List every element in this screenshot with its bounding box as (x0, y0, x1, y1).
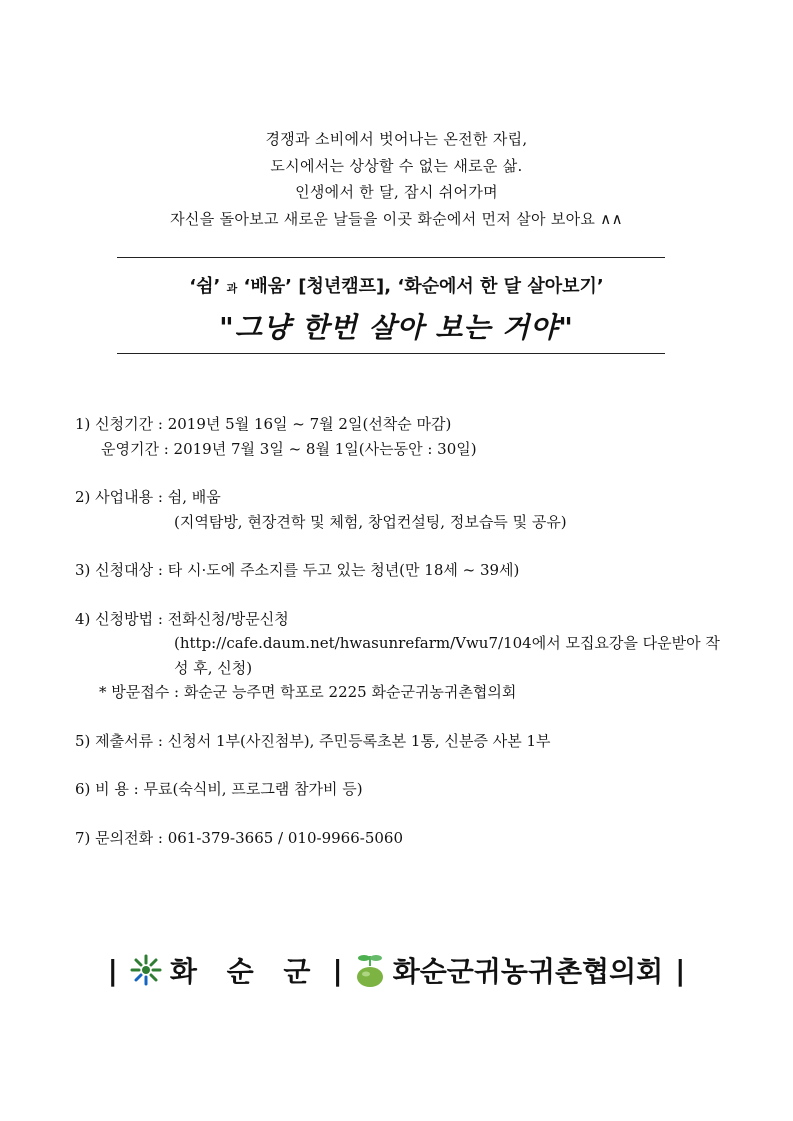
page-title (0, 272, 793, 298)
list-item: 2) 사업내용 : 쉼, 배움 (75, 488, 221, 506)
list-item: * 방문접수 : 화순군 능주면 학포로 2225 화순군귀농귀촌협의회 (99, 683, 517, 701)
intro-line: 자신을 돌아보고 새로운 날들을 이곳 화순에서 먼저 살아 보아요 ∧∧ (170, 209, 623, 228)
footer-logos (0, 950, 793, 990)
hwasun-county-logo-icon (130, 954, 162, 986)
separator: | (332, 953, 343, 987)
intro-line: 인생에서 한 달, 잠시 쉬어가며 (295, 183, 498, 201)
list-item: 5) 제출서류 : 신청서 1부(사진첨부), 주민등록초본 1통, 신분증 사본 1부 (75, 731, 551, 750)
separator: | (107, 953, 118, 987)
intro-line: 경쟁과 소비에서 벗어나는 온전한 자립, (265, 130, 528, 148)
bottom-divider (117, 353, 665, 354)
title-part1: ‘쉼’ (189, 276, 221, 297)
title-conj: 과 (226, 282, 238, 295)
list-item: 운영기간 : 2019년 7월 3일 ~ 8월 1일(사는동안 : 30일) (101, 439, 477, 458)
org-name-county: 화 순 군 (169, 955, 321, 988)
intro-line: 도시에서는 상상할 수 없는 새로운 삶. (270, 156, 523, 175)
top-divider (117, 257, 665, 258)
list-item: 7) 문의전화 : 061-379-3665 / 010-9966-5060 (75, 828, 403, 847)
intro-text (0, 126, 793, 232)
list-item: 3) 신청대상 : 타 시·도에 주소지를 두고 있는 청년(만 18세 ~ 39세) (75, 561, 520, 579)
info-list (75, 412, 735, 850)
sprout-logo-icon (355, 952, 385, 988)
list-item: 성 후, 신청) (174, 658, 253, 677)
list-item: (지역탐방, 현장견학 및 체험, 창업컨설팅, 정보습득 및 공유) (174, 512, 567, 531)
slogan: "그냥 한번 살아 보는 거야" (219, 311, 574, 344)
list-item: 6) 비 용 : 무료(숙식비, 프로그램 참가비 등) (75, 780, 363, 798)
list-item-link: (http://cafe.daum.net/hwasunrefarm/Vwu7/104에서 모집요강을 다운받아 작 (174, 634, 720, 652)
list-item: 4) 신청방법 : 전화신청/방문신청 (75, 609, 289, 628)
title-part2: ‘배움’ [청년캠프], ‘화순에서 한 달 살아보기’ (243, 276, 604, 297)
org-name-council: 화순군귀농귀촌협의회 (392, 955, 664, 988)
separator: | (675, 953, 686, 987)
list-item: 1) 신청기간 : 2019년 5월 16일 ~ 7월 2일(선착순 마감) (75, 415, 452, 433)
